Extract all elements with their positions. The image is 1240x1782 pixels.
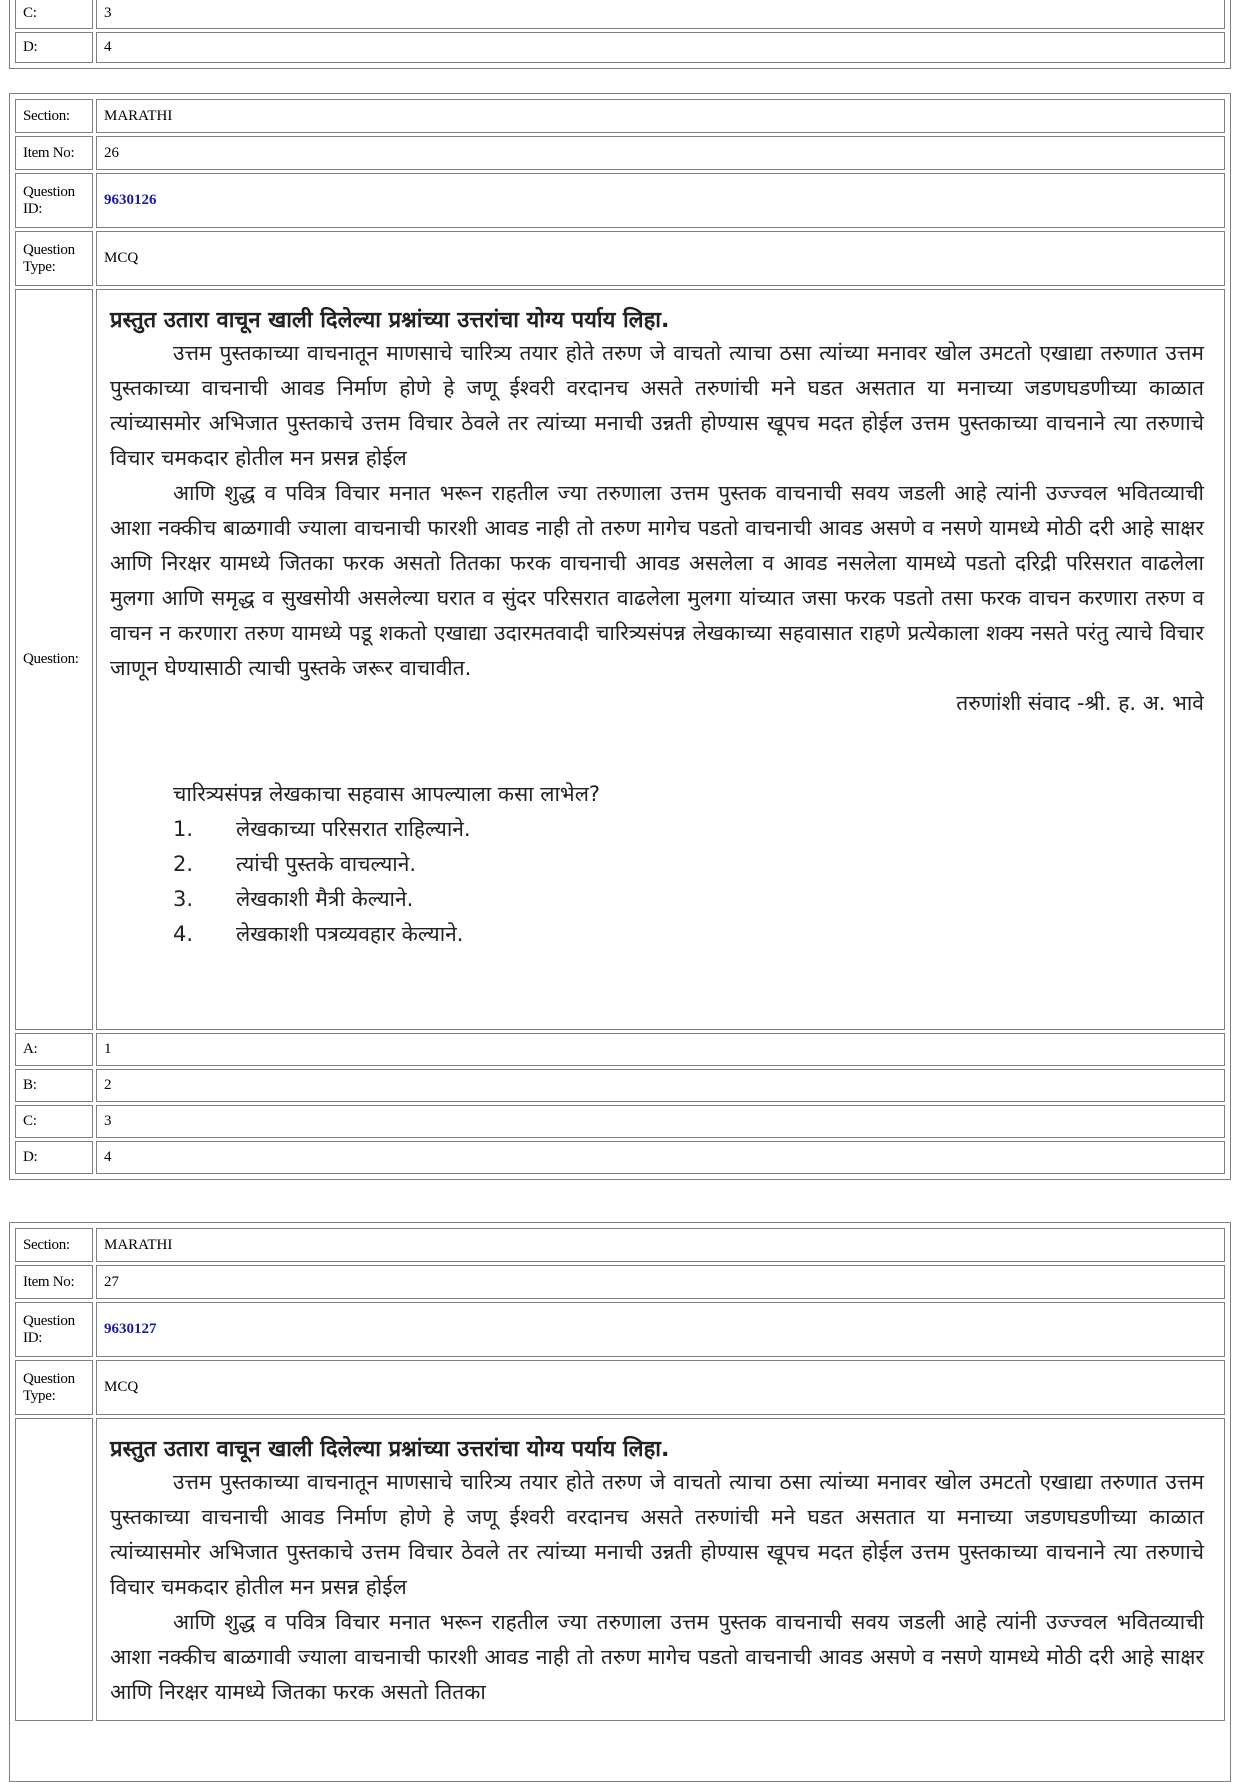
label-b: B: <box>15 1069 93 1102</box>
question-block-prev <box>9 0 1231 69</box>
section-value: MARATHI <box>96 1228 1225 1262</box>
label-question-empty <box>15 1418 93 1721</box>
label-d: D: <box>15 1141 93 1174</box>
section-value: MARATHI <box>96 99 1225 133</box>
label-question: Question: <box>15 289 93 1030</box>
option-list <box>173 812 1204 952</box>
label-question-type: Question Type: <box>15 1360 93 1415</box>
question-id-value: 9630127 <box>96 1302 1225 1357</box>
option-item: 2. त्यांची पुस्तके वाचल्याने. <box>173 852 417 876</box>
option-item: 4. लेखकाशी पत्रव्यवहार केल्याने. <box>173 922 464 946</box>
question-block-26 <box>9 93 1231 1180</box>
label-a: A: <box>15 1033 93 1066</box>
label-item-no: Item No: <box>15 1265 93 1299</box>
answer-d-value: 4 <box>96 1141 1225 1174</box>
answer-a-value: 1 <box>96 1033 1225 1066</box>
option-item: 3. लेखकाशी मैत्री केल्याने. <box>173 887 414 911</box>
question-body <box>96 289 1225 1030</box>
question-instruction: प्रस्तुत उतारा वाचून खाली दिलेल्या प्रश्नांच्या उत्तरांचा योग्य पर्याय लिहा. <box>110 308 670 333</box>
label-d: D: <box>15 32 93 63</box>
question-instruction: प्रस्तुत उतारा वाचून खाली दिलेल्या प्रश्नांच्या उत्तरांचा योग्य पर्याय लिहा. <box>110 1437 670 1462</box>
label-item-no: Item No: <box>15 136 93 170</box>
label-question-id: Question ID: <box>15 173 93 228</box>
question-type-value: MCQ <box>96 231 1225 286</box>
answer-c-value: 3 <box>96 0 1225 29</box>
question-text: चारित्र्यसंपन्न लेखकाचा सहवास आपल्याला कसा लाभेल? <box>173 782 601 806</box>
passage-paragraph-2: आणि शुद्ध व पवित्र विचार मनात भरून राहतील ज्या तरुणाला उत्तम पुस्तक वाचनाची सवय जडली आहे त्यांनी उज्ज्वल भवितव्याची आशा नक्कीच बाळगावी ज्याला वाचनाची फारशी आवड नाही तो तरुण मागेच पडतो वाचनाची आवड असणे व नसणे यामध्ये मोठी दरी आहे साक्षर आणि निरक्षर यामध्ये जितका फरक असतो तितका फरक वाचनाची आवड असलेला व आवड नसलेला यामध्ये पडतो दरिद्री परिसरात वाढलेला मुलगा आणि समृद्ध व सुखसोयी असलेल्या घरात व सुंदर परिसरात वाढलेला मुलगा यांच्यात जसा फरक पडतो तसा फरक वाचन करणारा तरुण व वाचन न करणारा तरुण यामध्ये पडू शकतो एखाद्या उदारमतवादी चारित्र्यसंपन्न लेखकाच्या सहवासात राहणे प्रत्येकाला शक्य नसते परंतु त्याचे विचार जाणून घेण्यासाठी त्याची पुस्तके जरूर वाचावीत. <box>110 481 1204 680</box>
label-question-type: Question Type: <box>15 231 93 286</box>
item-no-value: 26 <box>96 136 1225 170</box>
passage-source: तरुणांशी संवाद -श्री. ह. अ. भावे <box>956 691 1204 715</box>
passage-paragraph-2: आणि शुद्ध व पवित्र विचार मनात भरून राहतील ज्या तरुणाला उत्तम पुस्तक वाचनाची सवय जडली आहे त्यांनी उज्ज्वल भवितव्याची आशा नक्कीच बाळगावी ज्याला वाचनाची फारशी आवड नाही तो तरुण मागेच पडतो वाचनाची आवड असणे व नसणे यामध्ये मोठी दरी आहे साक्षर आणि निरक्षर यामध्ये जितका फरक असतो तितका <box>110 1610 1204 1704</box>
item-no-value: 27 <box>96 1265 1225 1299</box>
answer-d-value: 4 <box>96 32 1225 63</box>
label-c: C: <box>15 0 93 29</box>
label-section: Section: <box>15 1228 93 1262</box>
label-section: Section: <box>15 99 93 133</box>
label-question-id: Question ID: <box>15 1302 93 1357</box>
passage-paragraph-1: उत्तम पुस्तकाच्या वाचनातून माणसाचे चारित्र्य तयार होते तरुण जे वाचतो त्याचा ठसा त्यांच्या मनावर खोल उमटतो एखाद्या तरुणात उत्तम पुस्तकाच्या वाचनाची आवड निर्माण होणे हे जणू ईश्वरी वरदानच असते तरुणांची मने घडत असतात या मनाच्या जडणघडणीच्या काळात त्यांच्यासमोर अभिजात पुस्तकाचे उत्तम विचार ठेवले तर त्यांच्या मनाची उन्नती होण्यास खूपच मदत होईल उत्तम पुस्तकाच्या वाचनाने त्या तरुणाचे विचार चमकदार होतील मन प्रसन्न होईल <box>110 341 1204 470</box>
question-body <box>96 1418 1225 1721</box>
label-c: C: <box>15 1105 93 1138</box>
question-block-27 <box>9 1222 1231 1782</box>
question-type-value: MCQ <box>96 1360 1225 1415</box>
answer-b-value: 2 <box>96 1069 1225 1102</box>
option-item: 1. लेखकाच्या परिसरात राहिल्याने. <box>173 817 471 841</box>
question-id-value: 9630126 <box>96 173 1225 228</box>
answer-c-value: 3 <box>96 1105 1225 1138</box>
passage-paragraph-1: उत्तम पुस्तकाच्या वाचनातून माणसाचे चारित्र्य तयार होते तरुण जे वाचतो त्याचा ठसा त्यांच्या मनावर खोल उमटतो एखाद्या तरुणात उत्तम पुस्तकाच्या वाचनाची आवड निर्माण होणे हे जणू ईश्वरी वरदानच असते तरुणांची मने घडत असतात या मनाच्या जडणघडणीच्या काळात त्यांच्यासमोर अभिजात पुस्तकाचे उत्तम विचार ठेवले तर त्यांच्या मनाची उन्नती होण्यास खूपच मदत होईल उत्तम पुस्तकाच्या वाचनाने त्या तरुणाचे विचार चमकदार होतील मन प्रसन्न होईल <box>110 1470 1204 1599</box>
